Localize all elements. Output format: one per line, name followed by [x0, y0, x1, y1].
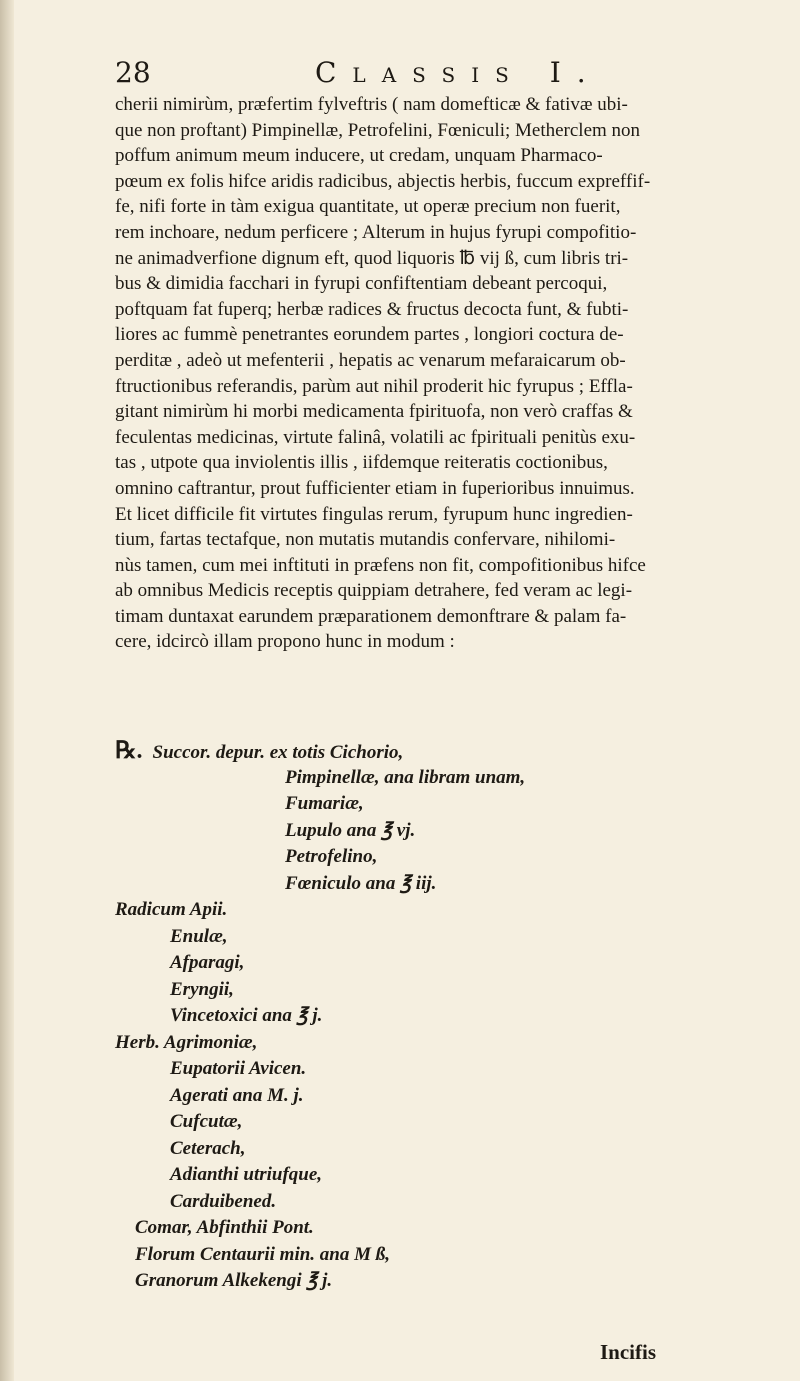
text-line: poffum animum meum inducere, ut credam, unquam Pharmaco- [115, 145, 603, 167]
text-line: timam duntaxat earundem præparationem demonftrare & palam fa- [115, 605, 627, 627]
text-line: fe, nifi forte in tàm exigua quantitate, ut operæ precium non fuerit, [115, 196, 621, 218]
recipe-ingredient-line: Cufcutæ, [170, 1111, 243, 1132]
page-edge [0, 0, 14, 1381]
rx-symbol: ℞. [115, 738, 143, 764]
recipe-ingredient-line: Granorum Alkekengi ℥ j. [135, 1270, 333, 1291]
recipe-ingredient-line: Eupatorii Avicen. [170, 1058, 307, 1079]
body-paragraph [115, 92, 695, 655]
text-line: tium, fartas tectafque, non mutatis mutandis confervare, nihilomi- [115, 529, 616, 551]
catchword: Incifis [600, 1340, 657, 1364]
recipe-ingredient-line: Comar, Abfinthii Pont. [135, 1217, 314, 1238]
text-line: Et licet difficile fit virtutes fingulas rerum, fyrupum hunc ingredien- [115, 503, 633, 525]
text-line: poftquam fat fuperq; herbæ radices & fructus decocta funt, & fubti- [115, 298, 629, 320]
text-line: que non proftant) Pimpinellæ, Petrofelini, Fœniculi; Metherclem non [115, 119, 641, 141]
recipe-ingredient-line: Vincetoxici ana ℥ j. [170, 1005, 323, 1026]
recipe-ingredient-line: Fœniculo ana ℥ iij. [285, 872, 437, 894]
text-line: feculentas medicinas, virtute falinâ, volatili ac fpirituali penitùs exu- [115, 426, 636, 448]
recipe-ingredient-line: Radicum Apii. [115, 899, 228, 920]
recipe-ingredient-line: Ceterach, [170, 1137, 246, 1159]
recipe-ingredient-line: Lupulo ana ℥ vj. [285, 819, 416, 841]
text-line: omnino caftrantur, prout fufficienter etiam in fuperioribus innuimus. [115, 477, 635, 499]
page-number: 28 [115, 56, 151, 89]
recipe-line-text: Succor. depur. ex totis Cichorio, [152, 742, 404, 763]
text-line: pœum ex folis hifce aridis radicibus, abjectis herbis, fuccum expreffif- [115, 170, 651, 192]
text-line: rem inchoare, nedum perficere ; Alterum in hujus fyrupi compofitio- [115, 221, 637, 243]
text-line: perditæ , adeò ut mefenterii , hepatis ac venarum mefaraicarum ob- [115, 349, 626, 371]
text-line: bus & dimidia facchari in fyrupi confiftentiam debeant percoqui, [115, 273, 608, 295]
recipe-ingredient-line: Florum Centaurii min. ana M ß, [135, 1243, 390, 1265]
text-line: nùs tamen, cum mei inftituti in præfens non fit, compofitionibus hifce [115, 554, 646, 576]
text-line: gitant nimirùm hi morbi medicamenta fpirituofa, non verò craffas & [115, 401, 633, 423]
text-line: ftructionibus referandis, parùm aut nihil proderit hic fyrupus ; Effla- [115, 375, 633, 397]
recipe-ingredient-line: Herb. Agrimoniæ, [115, 1031, 258, 1053]
recipe-ingredient-line: Petrofelino, [285, 846, 378, 867]
text-line: liores ac fummè penetrantes eorundem partes , longiori coctura de- [115, 324, 624, 346]
text-line: cere, idcircò illam propono hunc in modum : [115, 631, 455, 653]
text-line: ab omnibus Medicis receptis quippiam detrahere, fed veram ac legi- [115, 580, 633, 602]
recipe-ingredient-line: Adianthi utriufque, [170, 1164, 323, 1185]
text-line: tas , utpote qua inviolentis illis , iifdemque reiteratis coctionibus, [115, 452, 608, 474]
running-title: Classis I. [315, 56, 602, 89]
recipe-ingredient-line: Afparagi, [170, 952, 245, 973]
recipe-ingredient-line: Pimpinellæ, ana libram unam, [285, 766, 526, 788]
text-line: cherii nimirùm, præfertim fylveftris ( nam domefticæ & fativæ ubi- [115, 94, 628, 115]
recipe-block [115, 738, 715, 1295]
recipe-ingredient-line: Fumariæ, [285, 793, 364, 814]
text-line: ne animadverfione dignum eft, quod liquoris ℔ vij ß, cum libris tri- [115, 247, 629, 269]
recipe-first-line [115, 738, 715, 765]
recipe-ingredient-line: Carduibened. [170, 1190, 277, 1212]
recipe-ingredient-line: Agerati ana M. j. [170, 1084, 304, 1106]
page-header [115, 56, 690, 96]
recipe-ingredient-line: Enulæ, [170, 925, 228, 947]
recipe-ingredient-line: Eryngii, [170, 978, 234, 1000]
